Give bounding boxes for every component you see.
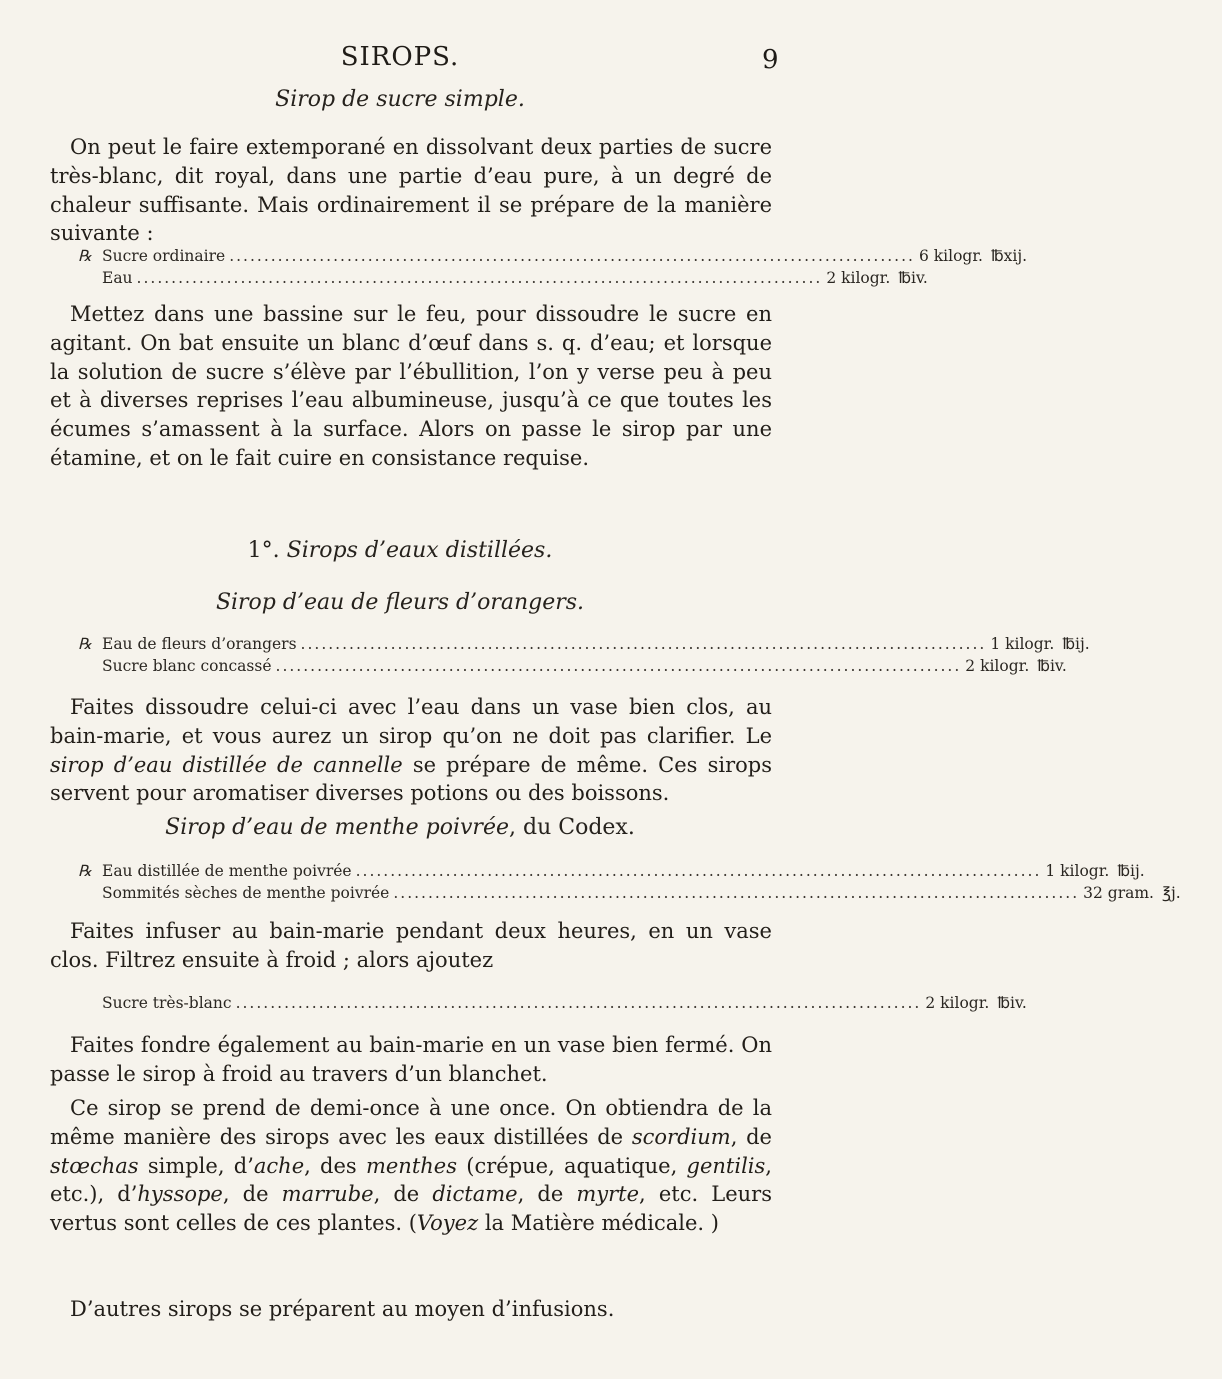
text-run: , de <box>730 1124 772 1149</box>
recipe-mint <box>78 860 1181 904</box>
recipe-quantity: 1 kilogr. <box>990 635 1055 653</box>
recipe-simple <box>78 245 1028 289</box>
recipe-mint-sugar <box>78 992 1027 1014</box>
leader-dots: ................................................................................................... <box>275 657 962 675</box>
text-run: , de <box>222 1182 282 1207</box>
plant-name: hyssope <box>137 1182 223 1207</box>
plant-name: stœchas <box>50 1153 139 1178</box>
recipe-item <box>78 267 133 289</box>
section-heading-distilled <box>0 538 800 563</box>
plant-name: menthes <box>365 1153 458 1178</box>
recipe-item <box>78 992 232 1014</box>
leader-dots: ................................................................................................... <box>235 994 922 1012</box>
text-run: , de <box>517 1182 577 1207</box>
paragraph-simple-intro: On peut le faire extemporané en dissolvant deux parties de sucre très-blanc, dit royal, dans une partie d’eau pure, à un degré de chaleur suffisante. Mais ordinairement il se prépare de la manière suivante : <box>50 135 772 246</box>
recipe-quantity: 32 gram. <box>1083 884 1154 902</box>
text-run-italic: Voyez <box>416 1211 479 1236</box>
text-run: , du <box>509 815 559 840</box>
text-run: la Matière médicale. ) <box>478 1211 719 1236</box>
recipe-symbol: ℞ <box>78 247 92 265</box>
leader-dots: ................................................................................................... <box>355 862 1042 880</box>
recipe-item <box>78 655 272 677</box>
recipe-item-label: Eau de fleurs d’orangers <box>102 635 297 653</box>
paragraph-orange-method <box>50 693 772 808</box>
section-number: 1°. <box>247 538 280 563</box>
leader-dots: ................................................................................................... <box>229 247 915 265</box>
plant-name: ache <box>253 1153 305 1178</box>
text-run: se prépare de même. Ces sirops servent pour aromatiser diverses potions ou des boissons. <box>50 752 772 806</box>
recipe-row <box>78 245 1028 267</box>
leader-dots: ................................................................................................... <box>393 884 1080 902</box>
recipe-item-label: Sucre très-blanc <box>102 994 232 1012</box>
section-title-mint <box>0 815 800 840</box>
recipe-row <box>78 882 1181 904</box>
recipe-row <box>78 633 1090 655</box>
recipe-orange <box>78 633 1090 677</box>
recipe-item-label: Eau distillée de menthe poivrée <box>102 862 352 880</box>
recipe-quantity: 2 kilogr. <box>826 269 891 287</box>
leader-dots: ................................................................................................... <box>136 269 823 287</box>
recipe-old-measure: ℔iv. <box>1037 657 1067 675</box>
section-title-distilled: Sirops d’eaux distillées. <box>286 538 553 563</box>
recipe-row <box>78 992 1027 1014</box>
plant-name: myrte <box>576 1182 640 1207</box>
text-run: simple, d’ <box>138 1153 254 1178</box>
recipe-old-measure: ℔xij. <box>990 247 1028 265</box>
text-run: (crépue, aquatique, <box>457 1153 687 1178</box>
recipe-item-label: Sommités sèches de menthe poivrée <box>102 884 390 902</box>
text-run: Faites dissoudre celui-ci avec l’eau dans un vase bien clos, au bain-marie, et vous aurez un sirop qu’on ne doit pas clarifier. Le <box>50 695 772 748</box>
running-title: SIROPS. <box>340 42 460 72</box>
recipe-symbol: ℞ <box>78 635 92 653</box>
recipe-quantity: 1 kilogr. <box>1045 862 1110 880</box>
recipe-old-measure: ℔iv. <box>898 269 928 287</box>
plant-name: scordium <box>631 1124 731 1149</box>
text-run: , des <box>304 1153 366 1178</box>
text-run: Ce sirop se prend de demi-once à une once. On obtiendra de la même manière des sirops avec les eaux distillées de <box>50 1096 772 1149</box>
recipe-item-label: Sucre ordinaire <box>102 247 226 265</box>
recipe-item-label: Sucre blanc concassé <box>102 657 272 675</box>
text-run: , etc. Leurs vertus sont celles de ces plantes. ( <box>50 1182 772 1236</box>
recipe-row <box>78 267 928 289</box>
recipe-item-label: Eau <box>102 269 133 287</box>
plant-name: gentilis <box>686 1153 766 1178</box>
recipe-item <box>78 860 352 882</box>
paragraph-mint-melt: Faites fondre également au bain-marie en un vase bien fermé. On passe le sirop à froid au travers d’un blanchet. <box>50 1033 772 1086</box>
text-run-italic: Sirop d’eau de menthe poivrée <box>165 815 509 840</box>
paragraph-closing-infusions: D’autres sirops se préparent au moyen d’infusions. <box>70 1297 615 1321</box>
recipe-row <box>78 860 1145 882</box>
paragraph-closing-uses <box>50 1094 772 1238</box>
recipe-old-measure: ℥j. <box>1161 884 1181 902</box>
recipe-symbol: ℞ <box>78 862 92 880</box>
section-title-orange: Sirop d’eau de fleurs d’orangers. <box>215 590 585 615</box>
paragraph-simple-method: Mettez dans une bassine sur le feu, pour dissoudre le sucre en agitant. On bat ensuite un blanc d’œuf dans s. q. d’eau; et lorsque la solution de sucre s’élève par l’ébullition, l’on y verse peu à peu et à diverses reprises l’eau albumineuse, jusqu’à ce que toutes les écumes s’amassent à la surface. Alors on passe le sirop par une étamine, et on le fait cuire en consistance requise. <box>50 302 772 470</box>
recipe-old-measure: ℔ij. <box>1062 635 1090 653</box>
text-run: , etc.), d’ <box>50 1153 772 1207</box>
recipe-quantity: 2 kilogr. <box>925 994 990 1012</box>
text-run-italic: sirop d’eau distillée de cannelle <box>50 752 403 777</box>
recipe-item <box>78 245 225 267</box>
recipe-old-measure: ℔iv. <box>997 994 1027 1012</box>
recipe-row <box>78 655 1067 677</box>
recipe-quantity: 6 kilogr. <box>918 247 983 265</box>
recipe-item <box>78 633 297 655</box>
recipe-old-measure: ℔ij. <box>1117 862 1145 880</box>
text-run: , de <box>373 1182 433 1207</box>
recipe-quantity: 2 kilogr. <box>965 657 1030 675</box>
section-title-simple: Sirop de sucre simple. <box>275 87 525 112</box>
plant-name: dictame <box>432 1182 518 1207</box>
page-number: 9 <box>762 45 779 75</box>
plant-name: marrube <box>281 1182 374 1207</box>
recipe-item <box>78 882 389 904</box>
paragraph-mint-infuse: Faites infuser au bain-marie pendant deux heures, en un vase clos. Filtrez ensuite à froid ; alors ajoutez <box>50 919 772 972</box>
text-run: Codex. <box>558 815 635 840</box>
leader-dots: ................................................................................................... <box>300 635 987 653</box>
